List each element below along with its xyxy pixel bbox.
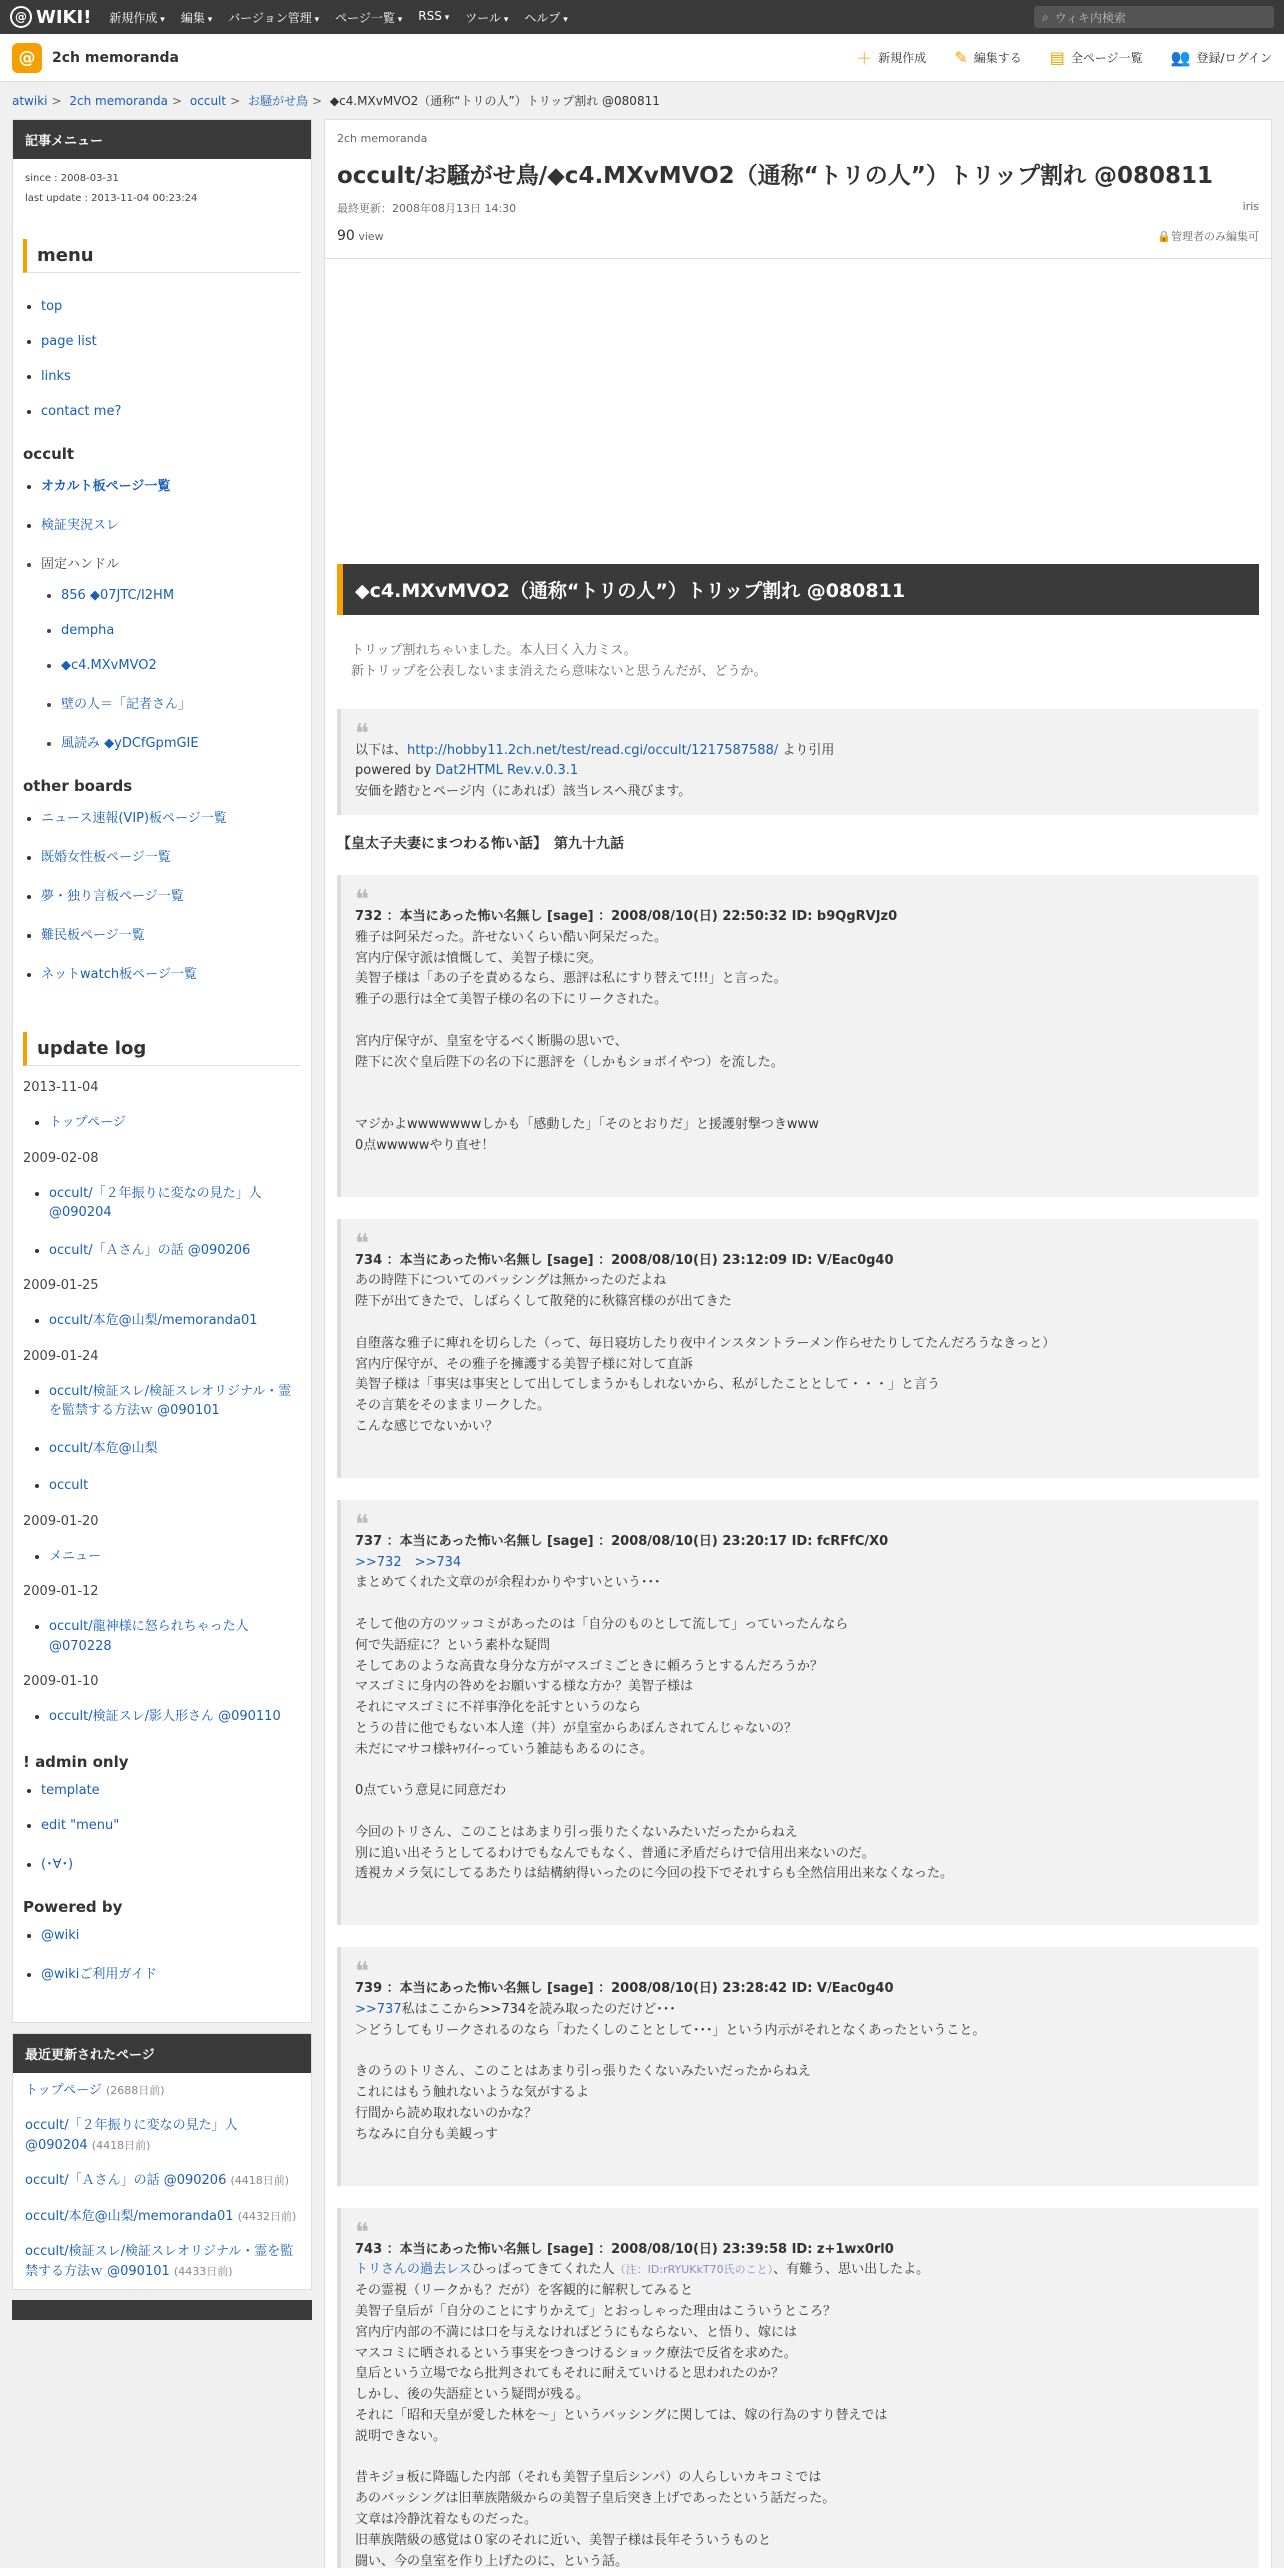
post-header: 734 ：本当にあった怖い名無し [sage] ：2008/08/10(日) 23:12:09 ID: V/Eac0g40 (355, 1252, 894, 1268)
list-item (49, 1476, 301, 1496)
verification-thread-link[interactable]: 検証実況スレ (41, 518, 120, 533)
other-board-link[interactable]: 難民板ページ一覧 (41, 928, 145, 943)
update-link[interactable]: トップページ (49, 1115, 126, 1130)
list-item (41, 846, 301, 865)
intro-text: トリップ割れちゃいました。本人曰く入力ミス。 新トリップを公表しないまま消えたら意味ないと思うんだが、どうか。 (351, 643, 767, 679)
quote-icon: ❝ (355, 2217, 369, 2248)
post-anchor-line (355, 1553, 1245, 1574)
recent-link[interactable]: occult/検証スレ/検証スレオリジナル・霊を監禁する方法ｗ @090101 (25, 2244, 294, 2279)
post-text: ひっぱってきてくれた人 (471, 2262, 615, 2278)
post-body: ＞どうしてもリークされるのなら「わたくしのこととして･･･」という内示がそれとなくあったということ。 きのうのトリさん、このことはあまり引っ張りたくないみたいだったからねえ これにはもう触れないような気がするよ 行間から読め取れないのかな？ ちなみに自分も美観っす (355, 2022, 986, 2142)
list-item (61, 658, 301, 673)
list-item (49, 1547, 301, 1567)
breadcrumb-current: ◆c4.MXvMVO2（通称“トリの人”）トリップ割れ @080811 (329, 94, 660, 108)
list-item (41, 404, 301, 419)
breadcrumb-link[interactable]: お騒がせ鳥 (247, 94, 308, 108)
all-pages-button[interactable]: ▤ 全ページ一覧 (1049, 48, 1143, 67)
article-menu (12, 119, 312, 2023)
site-actions (856, 46, 1272, 69)
menu-list (23, 299, 301, 419)
dat2html-link[interactable]: Dat2HTML Rev.v.0.3.1 (435, 763, 579, 779)
list-item (41, 924, 301, 943)
update-list (23, 1311, 301, 1331)
fixed-handle-link[interactable]: ◆c4.MXvMVO2 (61, 658, 157, 673)
recent-pages (12, 2033, 312, 2291)
source-quote: ❝ 以下は、http://hobby11.2ch.net/test/read.cgi/occult/1217587588/ より引用 powered by Dat2HTML Rev.v.0.3.1 安価を踏むとページ内（にあれば）該当レスへ飛びます。 (337, 709, 1259, 815)
list-item (41, 1963, 301, 1982)
recent-item (13, 2073, 311, 2109)
admin-list (23, 1783, 301, 1872)
update-log (23, 1080, 301, 1727)
post-list (337, 875, 1259, 2568)
list-item (61, 732, 301, 751)
update-list (23, 1617, 301, 1656)
list-item (41, 807, 301, 826)
recent-item (13, 2163, 311, 2199)
post-body: あの時陛下についてのバッシングは無かったのだよね 陛下が出てきたで、しばらくして散発的に秋篠宮様のが出てきた 自堕落な雅子に痺れを切らした（って、毎日寝坊したり夜中インスタントラーメン作らせたりしてたんだろうなきっと） 宮内庁保守が、その雅子を擁護する美智子様に対して直訴 美智子様は「事実は事実として出してしまうかもしれないから、私がしたこととして・・・」と言う その言葉をそのままリークした。 こんな感じでないかい？ (355, 1273, 1056, 1434)
post-header: 737 ：本当にあった怖い名無し [sage] ：2008/08/10(日) 23:20:17 ID: fcRFfC/X0 (355, 1533, 889, 1549)
global-menu-item[interactable]: 新規作成 ▾ (109, 9, 164, 26)
recent-item (13, 2199, 311, 2235)
login-button[interactable]: 👥 登録/ログイン (1170, 48, 1272, 67)
menu-content (13, 219, 311, 2022)
other-board-link[interactable]: 夢・独り言板ページ一覧 (41, 889, 184, 904)
list-item (41, 1928, 301, 1943)
global-menu-item[interactable]: RSS ▾ (418, 9, 449, 26)
global-menu-item[interactable]: バージョン管理 ▾ (228, 9, 319, 26)
site-meta: since : 2008-03-31 last update : 2013-11-04 00:23:24 (25, 173, 198, 204)
list-item (41, 553, 301, 751)
update-link[interactable]: occult/本危@山梨 (49, 1440, 158, 1456)
fixed-handle-label: 固定ハンドル (41, 557, 120, 572)
anchor-link[interactable]: >>737 (355, 2002, 402, 2018)
site-logo-icon[interactable]: @ (12, 43, 42, 73)
menu-link[interactable]: top (41, 299, 63, 314)
update-date: 2009-02-08 (23, 1150, 99, 1166)
list-item (41, 299, 301, 314)
pencil-icon: ✎ (954, 48, 968, 67)
recent-age: (4418日前) (230, 2174, 290, 2187)
fixed-handle-link[interactable]: dempha (61, 623, 115, 638)
quote-icon: ❝ (355, 718, 369, 749)
update-date: 2009-01-24 (23, 1348, 99, 1364)
list-item (49, 1617, 301, 1656)
post-header: 739 ：本当にあった怖い名無し [sage] ：2008/08/10(日) 23:28:42 ID: V/Eac0g40 (355, 1981, 894, 1997)
search-input[interactable]: ⌕ ウィキ内検索 (1034, 6, 1274, 28)
post-header: 732 ：本当にあった怖い名無し [sage] ：2008/08/10(日) 22:50:32 ID: b9QgRVJz0 (355, 908, 898, 924)
update-list (23, 1547, 301, 1567)
update-link[interactable]: occult/本危@山梨/memoranda01 (49, 1313, 258, 1328)
admin-link[interactable]: edit "menu" (41, 1817, 120, 1833)
recent-age: (4432日前) (237, 2209, 297, 2223)
update-list (23, 1382, 301, 1496)
breadcrumb-link[interactable]: occult (189, 94, 227, 108)
update-link[interactable]: occult/「２年振りに変なの見た」人 @090204 (49, 1185, 262, 1220)
global-header (0, 0, 1284, 34)
list-item (41, 1853, 301, 1872)
recent-link[interactable]: occult/本危@山梨/memoranda01 (25, 2208, 234, 2224)
update-link[interactable]: occult/検証スレ/影人形さん @090110 (49, 1709, 281, 1724)
global-menu (109, 9, 567, 26)
other-boards-list (23, 807, 301, 982)
list-item (41, 475, 301, 494)
atwiki-logo[interactable]: @ WIKI! (10, 6, 91, 28)
content-heading: ◆c4.MXvMVO2（通称“トリの人”）トリップ割れ @080811 (337, 564, 1259, 615)
lock-icon: 🔒 (1157, 230, 1171, 243)
last-updated: 最終更新：2008年08月13日 14:30 (337, 202, 517, 215)
post-text: 、有難う、思い出したよ。 (773, 2262, 930, 2278)
other-board-link[interactable]: ネットwatch板ページ一覧 (41, 967, 197, 982)
recent-link[interactable]: occult/「Ａさん」の話 @090206 (25, 2173, 227, 2188)
page-site-label: 2ch memoranda (337, 132, 428, 145)
ad-area (325, 258, 1271, 558)
next-box (12, 2300, 312, 2320)
list-item (49, 1311, 301, 1331)
site-header (0, 34, 1284, 82)
update-link[interactable]: メニュー (49, 1548, 102, 1564)
global-menu-item[interactable]: ページ一覧 ▾ (335, 9, 402, 26)
update-date: 2009-01-12 (23, 1584, 99, 1599)
recent-item (13, 2234, 311, 2289)
anchor-link[interactable]: >>732 >>734 (355, 1554, 462, 1570)
list-item (41, 1818, 301, 1833)
recent-age: (2688日前) (105, 2083, 165, 2097)
list-item (41, 1783, 301, 1798)
list-item (41, 885, 301, 904)
recent-age: (4418日前) (91, 2138, 151, 2152)
list-item (41, 963, 301, 982)
other-board-link[interactable]: 既婚女性板ページ一覧 (41, 850, 171, 865)
list-item (49, 1439, 301, 1459)
post-anchor-line (355, 2260, 1245, 2281)
source-link[interactable]: http://hobby11.2ch.net/test/read.cgi/occult/1217587588/ (407, 742, 779, 758)
update-link[interactable]: occult/検証スレ/検証スレオリジナル・霊を監禁する方法ｗ @090101 (49, 1383, 292, 1418)
list-item (49, 1241, 301, 1261)
page-title: occult/お騒がせ鳥/◆c4.MXvMVO2（通称“トリの人”）トリップ割れ @080811 (337, 163, 1213, 189)
section-title: 【皇太子夫妻にまつわる怖い話】 第九十九話 (337, 835, 624, 852)
list-item (61, 693, 301, 712)
post-body: 雅子は阿呆だった。許せないくらい酷い阿呆だった。 宮内庁保守派は憤慨して、美智子様に突。 美智子様は「あの子を責めるなら、悪評は私にすり替えて!!!」と言った。 雅子の悪行は全て美智子様の名の下にリークされた。 宮内庁保守が、皇室を守るべく断腸の思いで、 陛下に次ぐ皇后陛下の名の下に悪評を（しかもショボイやつ）を流した。 マジかよwwwwwwwしかも「感動した」「そのとおりだ」と援護射撃つきwww 0点wwwwwやり直せ！ (355, 929, 819, 1153)
update-list (23, 1113, 301, 1133)
sidebar (12, 119, 312, 2568)
occult-heading: occult (23, 445, 75, 463)
update-link[interactable]: occult/「Ａさん」の話 @090206 (49, 1242, 251, 1258)
update-log-title: update log (23, 1032, 301, 1066)
plus-icon: ＋ (856, 49, 873, 68)
anchor-link[interactable]: トリさんの過去レス (355, 2262, 472, 2278)
menu-link[interactable]: links (41, 369, 71, 384)
post-quote (337, 1500, 1259, 1926)
update-list (23, 1184, 301, 1261)
recent-age: (4433日前) (173, 2264, 233, 2278)
list-item (49, 1382, 301, 1421)
admin-link[interactable]: (･∀･) (41, 1856, 74, 1872)
article-menu-title: 記事メニュー (13, 120, 311, 159)
list-item (41, 514, 301, 533)
author[interactable]: iris (1242, 200, 1259, 213)
admin-heading: ! admin only (23, 1752, 129, 1771)
list-item (61, 588, 301, 603)
powered-list (23, 1928, 301, 1982)
document-icon: ▤ (1049, 48, 1065, 67)
update-link[interactable]: occult (49, 1478, 89, 1493)
post-quote (337, 2208, 1259, 2568)
menu-link[interactable]: page list (41, 334, 97, 349)
new-page-button[interactable]: ＋ 新規作成 (856, 46, 926, 69)
page-views: 90 view 🔒管理者のみ編集可 (337, 228, 1259, 244)
post-header: 743 ：本当にあった怖い名無し [sage] ：2008/08/10(日) 23:39:58 ID: z+1wx0rl0 (355, 2241, 894, 2257)
view-count: 90 (337, 228, 355, 244)
occult-pagelist-link[interactable]: オカルト板ページ一覧 (41, 479, 171, 494)
powered-heading: Powered by (23, 1897, 123, 1916)
fixed-handle-link[interactable]: 856 ◆07JTC/I2HM (61, 588, 175, 603)
post-anchor-line (355, 2000, 1245, 2021)
edit-button[interactable]: ✎ 編集する (954, 48, 1022, 67)
breadcrumb: atwiki > 2ch memoranda > occult > お騒がせ鳥 > ◆c4.MXvMVO2（通称“トリの人”）トリップ割れ @080811 (12, 94, 660, 108)
other-boards-heading: other boards (23, 777, 133, 795)
fixed-handle-link[interactable]: 風読み ◆yDCfGpmGIE (61, 736, 199, 751)
post-quote (337, 875, 1259, 1197)
menu-title: menu (23, 239, 301, 273)
powered-link[interactable]: @wiki (41, 1927, 80, 1943)
site-name[interactable]: 2ch memoranda (52, 49, 179, 66)
at-icon: @ (10, 6, 32, 28)
occult-list (23, 475, 301, 751)
quote-icon: ❝ (355, 884, 369, 915)
fixed-handle-link[interactable]: 壁の人＝「記者さん」 (61, 697, 192, 712)
users-icon: 👥 (1170, 48, 1191, 67)
update-date: 2013-11-04 (23, 1080, 99, 1095)
update-date: 2009-01-10 (23, 1674, 99, 1689)
breadcrumb-link[interactable]: atwiki (12, 94, 48, 108)
other-board-link[interactable]: ニュース速報(VIP)板ページ一覧 (41, 811, 227, 826)
list-item (49, 1184, 301, 1223)
search-icon: ⌕ (1042, 9, 1049, 24)
update-list (23, 1707, 301, 1727)
fixed-handle-list (41, 588, 301, 751)
page-meta (337, 200, 1259, 216)
post-quote (337, 1947, 1259, 2185)
recent-pages-title: 最近更新されたページ (13, 2034, 311, 2073)
recent-link[interactable]: トップページ (25, 2082, 102, 2098)
global-menu-item[interactable]: 編集 ▾ (181, 9, 212, 26)
post-body: その霊視（リークかも？だが）を客観的に解釈してみると 美智子皇后が「自分のことにすりかえて」とおっしゃった理由はこういうところ？ 宮内庁内部の不満には口を与えなければどうにもならない、と悟り、嫁には マスコミに晒されるという事実をつきつけるショック療法で反省を求めた。 皇后という立場でなら批判されてもそれに耐えていけると思われたのか？ しかし、後の失語症という疑問が残る。 それに「昭和天皇が愛した林を〜」というバッシングに関しては、嫁の行為のすり替えでは 説明できない。 昔キジョ板に降臨した内部（それも美智子皇后シンパ）の人らしいカキコミでは あのバッシングは旧華族階級からの美智子皇后突き上げであったという話だった。 文章は冷静沈着なものだった。 旧華族階級の感覚は０家のそれに近い、美智子様は長年そういうものと 闘い、今の皇室を作り上げたのに、という話。 (355, 2283, 888, 2568)
recent-item (13, 2108, 311, 2163)
list-item (41, 334, 301, 349)
quote-icon: ❝ (355, 1509, 369, 1540)
powered-link[interactable]: @wikiご利用ガイド (41, 1966, 157, 1982)
post-note: （注：ID:rRYUKkT70氏のこと） (614, 2263, 774, 2277)
update-link[interactable]: occult/龍神様に怒られちゃった人 @070228 (49, 1619, 249, 1654)
main-content (324, 119, 1272, 2568)
list-item (61, 623, 301, 638)
post-text: 私はここから>>734を読み取ったのだけど･･･ (401, 2002, 676, 2018)
admin-link[interactable]: template (41, 1782, 100, 1798)
recent-link[interactable]: occult/「２年振りに変なの見た」人 @090204 (25, 2118, 238, 2153)
global-menu-item[interactable]: ヘルプ ▾ (524, 9, 567, 26)
menu-link[interactable]: contact me? (41, 404, 122, 419)
post-body: まとめてくれた文章のが余程わかりやすいという･･･ そして他の方のツッコミがあったのは「自分のものとして流して」っていったんなら 何で失語症に？という素朴な疑問 そしてあのような高貴な身分な方がマスゴミごときに頼ろうとするんだろうか？ マスゴミに身内の咎めをお願いする様な方か？美智子様は それにマスゴミに不祥事浄化を託すというのなら とうの昔に他でもない本人達（丼）が皇室からあぼんされてんじゃないの？ 未だにマサコ様ｷｬﾜｲｲｰっていう雑誌もあるのにさ。 0点ていう意見に同意だわ 今回のトリさん、このことはあまり引っ張りたくないみたいだったからねえ 別に追い出そうとしてるわけでもなんでもなく、普通に矛盾だらけで信用出来ないのだ。 透視カメラ気にしてるあたりは結構納得いったのに今回の投下でそれすらも全然信用出来なくなった。 (355, 1575, 954, 1882)
list-item (49, 1707, 301, 1727)
post-quote (337, 1219, 1259, 1478)
global-menu-item[interactable]: ツール ▾ (465, 9, 508, 26)
quote-icon: ❝ (355, 1957, 369, 1988)
quote-icon: ❝ (355, 1228, 369, 1259)
list-item (49, 1113, 301, 1133)
breadcrumb-link[interactable]: 2ch memoranda (69, 94, 169, 108)
list-item (41, 369, 301, 384)
update-date: 2009-01-25 (23, 1278, 99, 1293)
edit-lock: 🔒管理者のみ編集可 (1157, 230, 1259, 243)
update-date: 2009-01-20 (23, 1513, 99, 1529)
